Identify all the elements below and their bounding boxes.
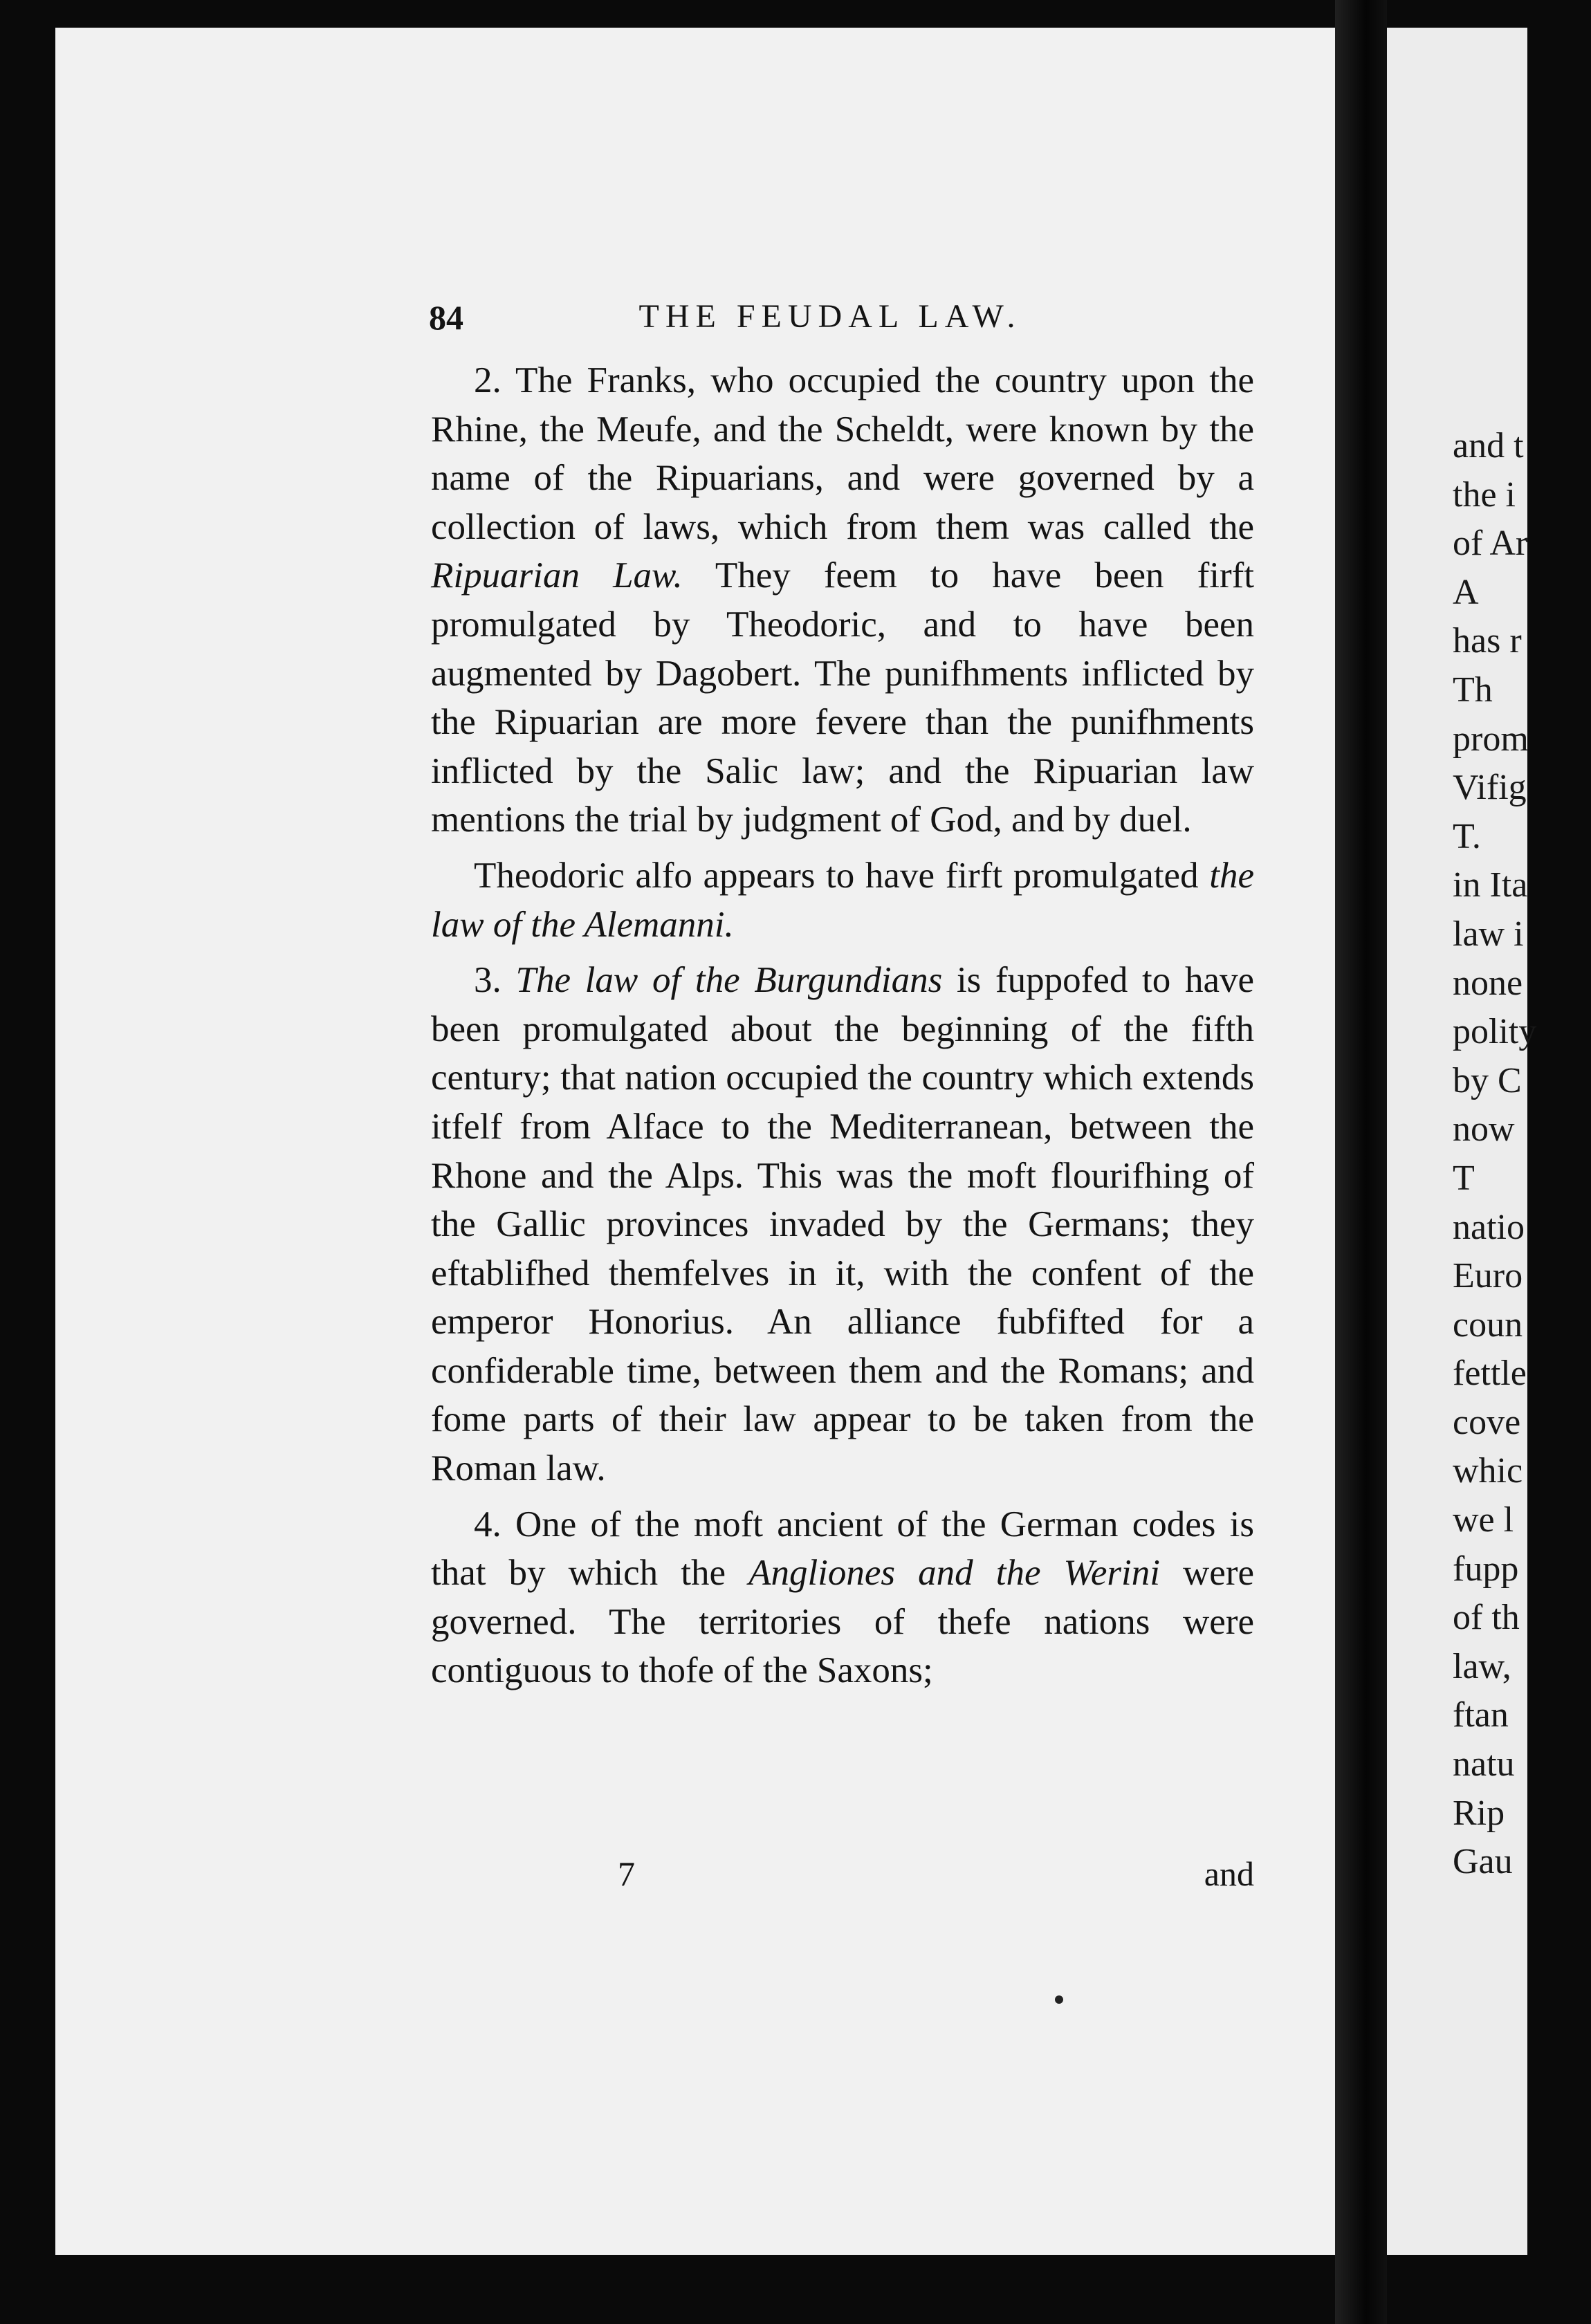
next-page-line: fettle (1453, 1354, 1527, 1394)
next-page-line: law, (1453, 1646, 1511, 1686)
running-title: THE FEUDAL LAW. (638, 298, 1022, 335)
next-page-line: natu (1453, 1744, 1515, 1784)
next-page-line: fupp (1453, 1549, 1519, 1589)
paragraph-alemanni: Theodoric alfo appears to have firft promulgated the law of the Alemanni. (431, 855, 1254, 945)
next-page-line: the i (1453, 474, 1516, 515)
next-page-line: none (1453, 963, 1523, 1003)
page-header (367, 297, 1252, 346)
next-page-line: whic (1453, 1451, 1523, 1491)
italic-term: the law of the Alemanni. (431, 855, 1254, 945)
next-page-text (1453, 422, 1591, 1887)
next-page-line: coun (1453, 1304, 1523, 1345)
body-text (431, 356, 1254, 1702)
next-page-line: Th (1453, 670, 1493, 710)
next-page-line: prom (1453, 719, 1529, 759)
next-page-line: and t (1453, 426, 1524, 465)
next-page-line: now (1453, 1109, 1515, 1150)
page-number: 84 (429, 298, 463, 337)
next-page-line: Rip (1453, 1793, 1505, 1833)
next-page-line: natio (1453, 1207, 1525, 1247)
book-page-right-fragment (1387, 28, 1537, 2255)
next-page-line: Gau (1453, 1842, 1513, 1882)
next-page-line: has r (1453, 621, 1522, 661)
paragraph-ripuarian: 2. The Franks, who occupied the country upon the Rhine, the Meufe, and the Scheldt, were known by the name of the Ripuarians, and were governed by a collection of laws, which from them was called the Ripuarian Law. They feem to have been firft promulgated by Theodoric, and to have been augmented by Dagobert. The punifhments inflicted by the Ripuarian are more fevere than the punifhments inflicted by the Salic law; and the Ripuarian law mentions the trial by judgment of God, and by duel. (431, 360, 1254, 840)
next-page-line: ftan (1453, 1695, 1509, 1735)
next-page-line: cove (1453, 1402, 1521, 1442)
next-page-line: we l (1453, 1500, 1514, 1540)
paragraph-angliones: 4. One of the moft ancient of the German codes is that by which the Angliones and the Werini were governed. The territories of thefe nations were contiguous to thofe of the Saxons; (431, 1504, 1254, 1691)
next-page-line: A (1453, 572, 1479, 612)
signature-mark: 7 (618, 1854, 635, 1893)
next-page-line: polity (1453, 1012, 1537, 1052)
italic-term: Angliones and the Werini (748, 1553, 1160, 1594)
next-page-line: Vifig (1453, 768, 1527, 808)
next-page-line: of th (1453, 1598, 1520, 1638)
next-page-line: T. (1453, 816, 1481, 856)
ink-speck (1055, 1995, 1063, 2004)
next-page-line: in Ita (1453, 865, 1528, 905)
page-footer (431, 1854, 1254, 1902)
book-gutter (1335, 0, 1387, 2324)
next-page-line: Euro (1453, 1256, 1523, 1296)
catchword: and (1204, 1854, 1254, 1893)
paragraph-burgundians: 3. The law of the Burgundians is fuppofed to have been promulgated about the beginning of the fifth century; that nation occupied the country which extends itfelf from Alface to the Mediterranean, between the Rhone and the Alps. This was the moft flourifhing of the Gallic provinces invaded by the Germans; they eftablifhed themfelves in it, with the confent of the emperor Honorius. An alliance fubfifted for a confiderable time, between them and the Romans; and fome parts of their law appear to be taken from the Roman law. (431, 960, 1255, 1489)
next-page-line: law i (1453, 914, 1524, 954)
next-page-line: T (1453, 1158, 1475, 1198)
italic-term: The law of the Burgundians (515, 960, 943, 1001)
next-page-line: of Ar (1453, 524, 1528, 564)
italic-term: Ripuarian Law. (431, 555, 683, 596)
next-page-line: by C (1453, 1060, 1522, 1100)
